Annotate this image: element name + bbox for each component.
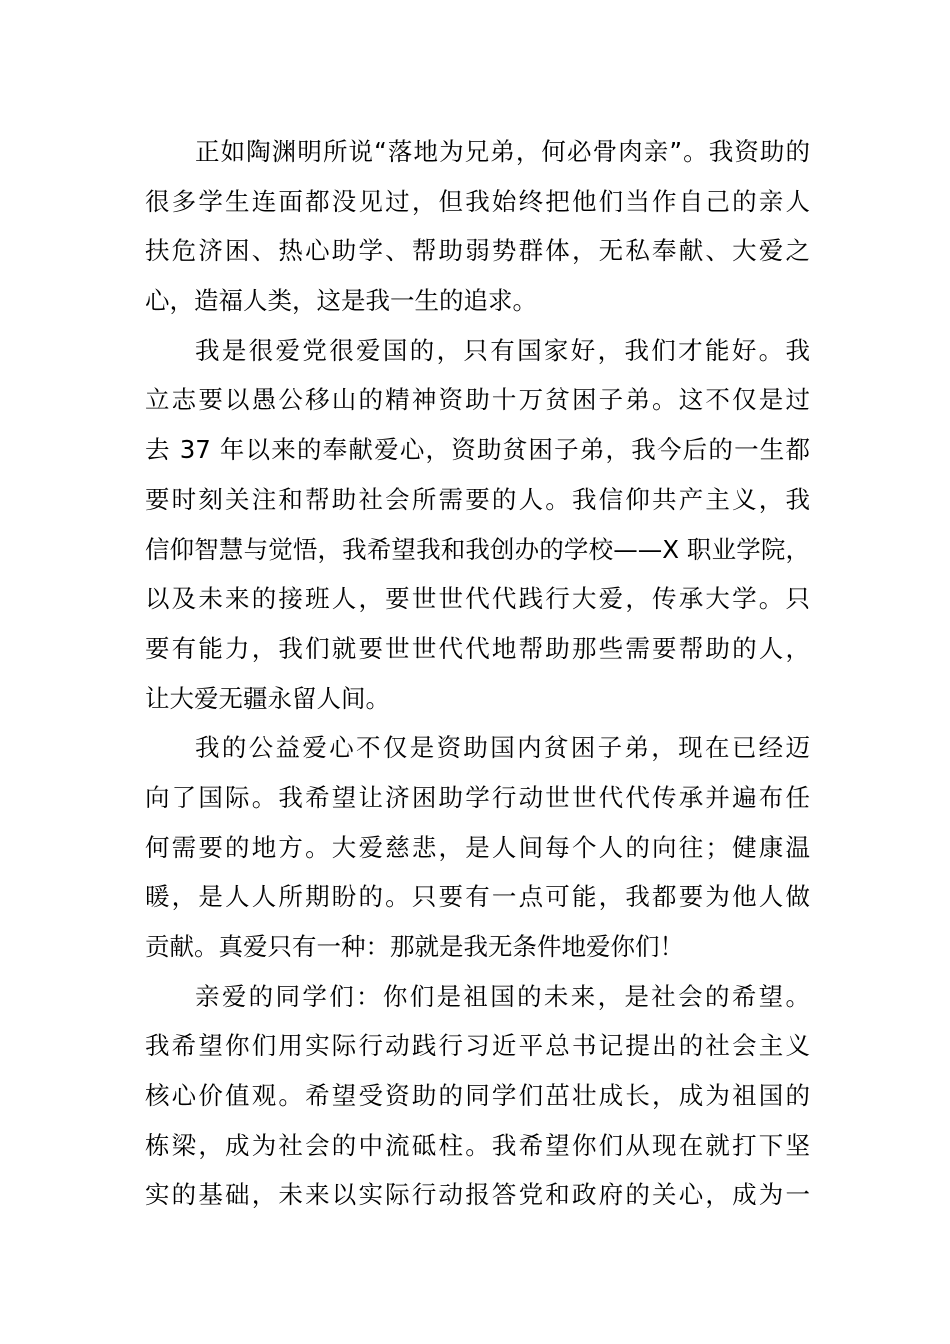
text-line: 以及未来的接班人，要世世代代践行大爱，传承大学。只 [145,584,810,614]
text-line: 信仰智慧与觉悟，我希望我和我创办的学校——X 职业学院， [145,534,810,564]
text-line: 向了国际。我希望让济困助学行动世世代代传承并遍布任 [145,782,810,812]
text-line: 要时刻关注和帮助社会所需要的人。我信仰共产主义，我 [145,484,810,514]
text-line: 实的基础，未来以实际行动报答党和政府的关心，成为一 [145,1180,810,1210]
text-line: 贡献。真爱只有一种：那就是我无条件地爱你们！ [145,932,684,961]
text-line: 正如陶渊明所说“落地为兄弟，何必骨肉亲”。我资助的 [195,137,810,166]
text-line: 我是很爱党很爱国的，只有国家好，我们才能好。我 [195,335,810,365]
text-line: 何需要的地方。大爱慈悲，是人间每个人的向往；健康温 [145,832,810,862]
paragraph [145,326,810,724]
document-page [145,127,810,1220]
paragraph [145,127,810,326]
text-line: 我希望你们用实际行动践行习近平总书记提出的社会主义 [145,1031,810,1061]
text-line: 亲爱的同学们：你们是祖国的未来，是社会的希望。 [195,981,810,1011]
text-line: 扶危济困、热心助学、帮助弱势群体，无私奉献、大爱之 [145,236,810,266]
text-line: 立志要以愚公移山的精神资助十万贫困子弟。这不仅是过 [145,385,810,415]
text-line: 去 37 年以来的奉献爱心，资助贫困子弟，我今后的一生都 [145,435,810,465]
paragraph [145,972,810,1220]
text-line: 核心价值观。希望受资助的同学们茁壮成长，成为祖国的 [145,1081,810,1111]
text-line: 栋梁，成为社会的中流砥柱。我希望你们从现在就打下坚 [145,1130,810,1160]
text-line: 让大爱无疆永留人间。 [145,683,390,713]
text-line: 要有能力，我们就要世世代代地帮助那些需要帮助的人， [145,633,810,663]
paragraph [145,723,810,971]
text-line: 我的公益爱心不仅是资助国内贫困子弟，现在已经迈 [195,733,810,763]
text-line: 心，造福人类，这是我一生的追求。 [145,286,537,316]
text-line: 很多学生连面都没见过，但我始终把他们当作自己的亲人 [145,186,810,216]
text-line: 暖，是人人所期盼的。只要有一点可能，我都要为他人做 [145,882,810,912]
